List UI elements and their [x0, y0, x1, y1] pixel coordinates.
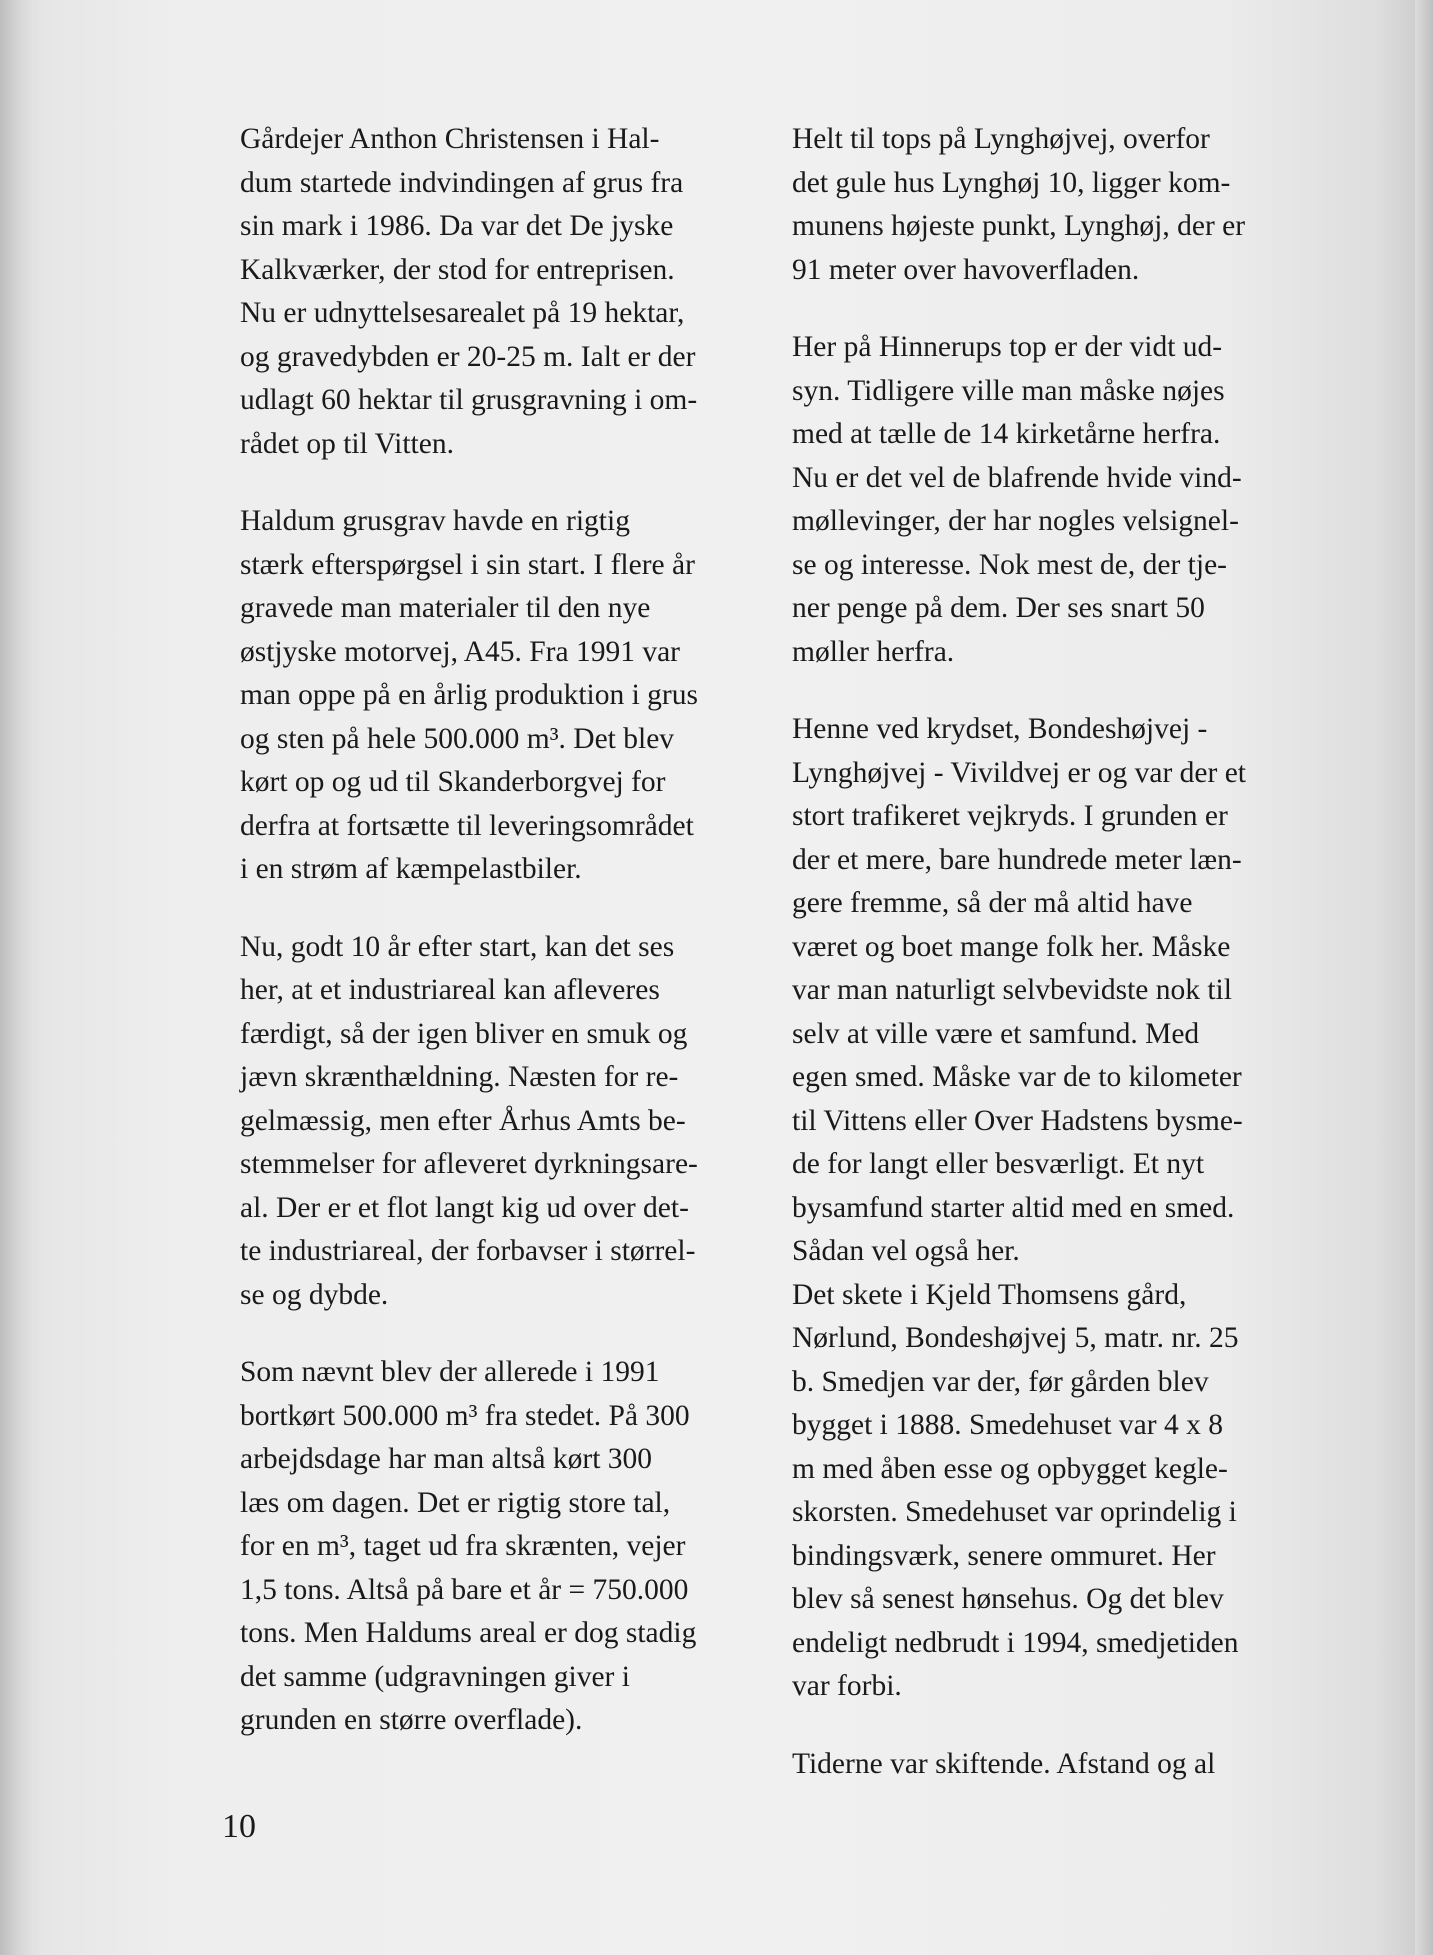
- paragraph-smedje: Det skete i Kjeld Thomsens gård, Nørlund, Bondeshøjvej 5, matr. nr. 25 b. Smedjen var der, før gården blev bygget i 1888. Smedehuset var 4 x 8 m med åben esse og opbygget kegle- skorsten. Smedehuset var oprindelig i bindingsværk, senere ommuret. Her blev så senest hønsehus. Og det blev endeligt nedbrudt i 1994, smedjetiden var forbi.: [792, 1278, 1239, 1702]
- page-right-edge: [1415, 0, 1433, 1955]
- right-text-column: [792, 118, 1332, 1820]
- paragraph-bortkort-volume: Som nævnt blev der allerede i 1991 bortkørt 500.000 m³ fra stedet. På 300 arbejdsdage har man altså kørt 300 læs om dagen. Det er rigtig store tal, for en m³, taget ud fra skrænten, vejer 1,5 tons. Altså på bare et år = 750.000 tons. Men Haldums areal er dog stadig det samme (udgravningen giver i grunden en større overflade).: [240, 1356, 697, 1736]
- page-binding-edge: [0, 0, 34, 1955]
- page-number: 10: [222, 1808, 256, 1845]
- left-text-column: [240, 118, 780, 1777]
- paragraph-haldum-grusgrav: Haldum grusgrav havde en rigtig stærk efterspørgsel i sin start. I flere år gravede man materialer til den nye østjyske motorvej, A45. Fra 1991 var man oppe på en årlig produktion i grus og sten på hele 500.000 m³. Det blev kørt op og ud til Skanderborgvej for derfra at fortsætte til leveringsområdet i en strøm af kæmpelastbiler.: [240, 505, 698, 885]
- paragraph-grusgrav-start: Gårdejer Anthon Christensen i Hal- dum startede indvindingen af grus fra sin mark i 1986. Da var det De jyske Kalkværker, der stod for entreprisen. Nu er udnyttelsesarealet på 19 hektar, og gravedybden er 20-25 m. Ialt er der udlagt 60 hektar til grusgravning i om- rådet op til Vitten.: [240, 123, 698, 460]
- paragraph-lynghoj-highest-point: Helt til tops på Lynghøjvej, overfor det gule hus Lynghøj 10, ligger kom- munens højeste punkt, Lynghøj, der er 91 meter over havoverfladen.: [792, 123, 1246, 286]
- paragraph-industriareal: Nu, godt 10 år efter start, kan det ses her, at et industriareal kan afleveres færdigt, så der igen bliver en smuk og jævn skrænthældning. Næsten for re- gelmæssig, men efter Århus Amts be- stemmelser for afleveret dyrkningsare- al. Der er et flot langt kig ud over det- te industriareal, der forbavser i størrel- se og dybde.: [240, 930, 698, 1311]
- paragraph-hinnerup-view: Her på Hinnerups top er der vidt ud- syn. Tidligere ville man måske nøjes med at tælle de 14 kirketårne herfra. Nu er det vel de blafrende hvide vind- møllevinger, der har nogles velsignel- se og interesse. Nok mest de, der tje- ner penge på dem. Der ses snart 50 møller herfra.: [792, 331, 1242, 668]
- paragraph-tiderne: Tiderne var skiftende. Afstand og al: [792, 1747, 1216, 1780]
- paragraph-crossroads: Henne ved krydset, Bondeshøjvej - Lynghøjvej - Vivildvej er og var der et stort trafikeret vejkryds. I grunden er der et mere, bare hundrede meter læn- gere fremme, så der må altid have været og boet mange folk her. Måske var man naturligt selvbevidste nok til selv at ville være et samfund. Med egen smed. Måske var de to kilometer til Vittens eller Over Hadstens bysme- de for langt eller besværligt. Et nyt bysamfund starter altid med en smed. Sådan vel også her.: [792, 713, 1246, 1267]
